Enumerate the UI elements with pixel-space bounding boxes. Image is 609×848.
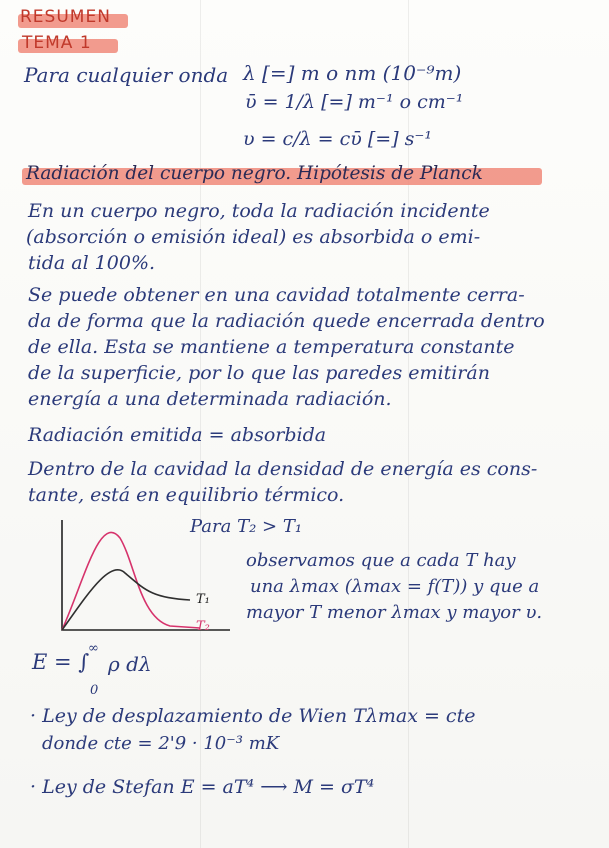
label-t1: T₁	[196, 592, 210, 607]
wien-law: · Ley de desplazamiento de Wien Tλmax = cte	[30, 705, 476, 727]
paragraph-line: de ella. Esta se mantiene a temperatura constante	[28, 336, 515, 358]
paragraph-line: de la superficie, por lo que las paredes emitirán	[28, 362, 490, 384]
integral-upper-limit: ∞	[88, 641, 99, 656]
title-resumen: RESUMEN	[20, 7, 111, 27]
graph-condition: Para T₂ > T₁	[190, 516, 303, 537]
nu-bar-formula: ῡ = 1/λ [=] m⁻¹ o cm⁻¹	[245, 91, 464, 113]
onda-label: Para cualquier onda	[24, 63, 229, 87]
radiation-equality: Radiación emitida = absorbida	[28, 424, 327, 446]
observation-line: observamos que a cada T hay	[246, 550, 516, 571]
stefan-law: · Ley de Stefan E = aT⁴ ⟶ M = σT⁴	[30, 776, 375, 798]
integral-integrand: ρ dλ	[108, 652, 152, 676]
lambda-formula: λ [=] m o nm (10⁻⁹m)	[243, 61, 462, 85]
paragraph-line: da de forma que la radiación quede encerrada dentro	[28, 310, 545, 332]
paragraph-line: tida al 100%.	[28, 252, 156, 274]
curve-t1	[62, 570, 190, 630]
curve-t2	[62, 532, 200, 630]
observation-line: una λmax (λmax = f(T)) y que a	[250, 576, 540, 597]
title-tema: TEMA 1	[22, 33, 92, 53]
observation-line: mayor T menor λmax y mayor υ.	[246, 602, 543, 623]
integral-lower-limit: 0	[90, 683, 99, 698]
paragraph-line: energía a una determinada radiación.	[28, 388, 392, 410]
nu-formula: υ = c/λ = cῡ [=] s⁻¹	[243, 128, 433, 150]
paragraph-line: En un cuerpo negro, toda la radiación incidente	[28, 200, 490, 222]
wien-constant: donde cte = 2'9 · 10⁻³ mK	[42, 733, 280, 754]
paragraph-line: tante, está en equilibrio térmico.	[28, 484, 345, 506]
energy-integral-lhs: E = ∫	[32, 650, 90, 674]
paragraph-line: (absorción o emisión ideal) es absorbida o emi-	[26, 226, 481, 248]
label-t2: T₂	[196, 619, 210, 634]
paragraph-line: Se puede obtener en una cavidad totalmente cerra-	[28, 284, 525, 306]
section-heading: Radiación del cuerpo negro. Hipótesis de Planck	[26, 163, 483, 184]
paragraph-line: Dentro de la cavidad la densidad de energía es cons-	[28, 458, 538, 480]
